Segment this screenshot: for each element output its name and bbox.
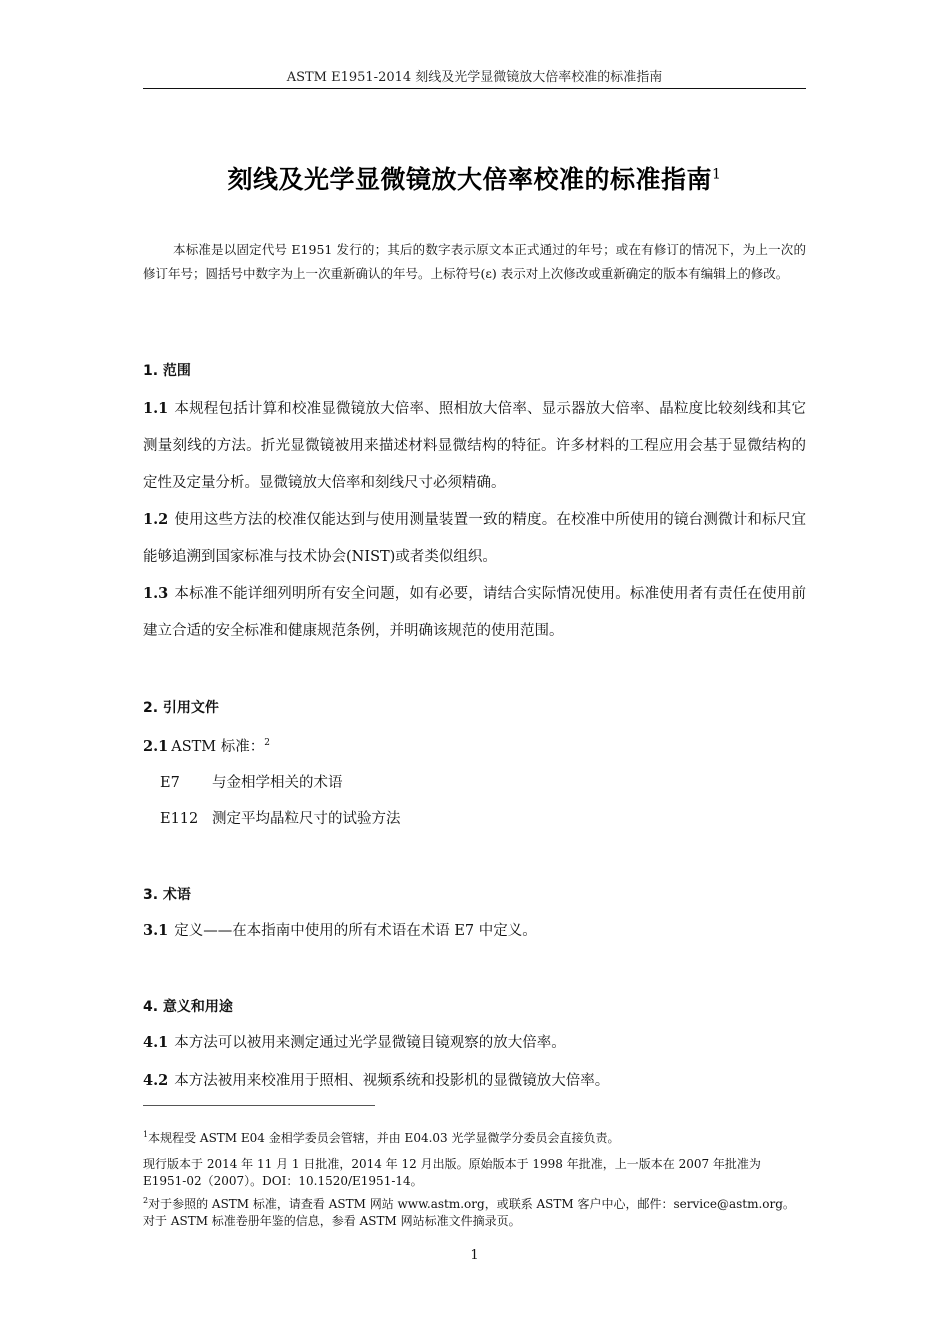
paragraph-number: 1.2	[143, 511, 169, 528]
page-number: 1	[470, 1248, 479, 1263]
paragraph-4-2	[143, 1062, 806, 1100]
running-header: ASTM E1951-2014 刻线及光学显微镜放大倍率校准的标准指南	[286, 70, 663, 85]
footnote-text: 对于参照的 ASTM 标准，请查看 ASTM 网站 www.astm.org，或联系 ASTM 客户中心，邮件：service@astm.org。对于 ASTM 标准卷册年鉴的信息，参看 ASTM 网站标准文件摘录页。	[143, 1197, 795, 1228]
paragraph-number: 4.2	[143, 1072, 169, 1089]
paragraph-2-1	[143, 725, 806, 766]
paragraph-text: 本方法被用来校准用于照相、视频系统和投影机的显微镜放大倍率。	[174, 1073, 610, 1089]
document-title	[143, 160, 806, 196]
footnote-rule	[143, 1105, 375, 1106]
footnote-1	[143, 1126, 806, 1147]
header-rule	[143, 88, 806, 89]
paragraph-1-3	[143, 575, 806, 650]
paragraph-4-1	[143, 1024, 806, 1062]
reference-title: 测定平均晶粒尺寸的试验方法	[212, 811, 401, 827]
section-heading-significance-and-use: 4. 意义和用途	[143, 999, 233, 1015]
paragraph-number: 1.1	[143, 400, 169, 417]
reference-code: E7	[160, 775, 180, 791]
title-text: 刻线及光学显微镜放大倍率校准的标准指南	[227, 165, 713, 194]
intro-paragraph: 本标准是以固定代号 E1951 发行的；其后的数字表示原文本正式通过的年号；或在有修订的情况下，为上一次的修订年号；圆括号中数字为上一次重新确认的年号。上标符号(ε) 表示对上次修改或重新确定的版本有编辑上的修改。	[143, 242, 806, 281]
paragraph-1-2	[143, 501, 806, 576]
footnote-mark: 2	[143, 1196, 149, 1205]
paragraph-text: ASTM 标准：	[171, 738, 265, 755]
paragraph-text: 定义——在本指南中使用的所有术语在术语 E7 中定义。	[174, 923, 537, 939]
footnote-2	[143, 1192, 806, 1230]
paragraph-number: 2.1	[143, 737, 169, 755]
paragraph-text: 使用这些方法的校准仅能达到与使用测量装置一致的精度。在校准中所使用的镜台测微计和标尺宜能够追溯到国家标准与技术协会(NIST)或者类似组织。	[143, 512, 806, 565]
paragraph-text: 本标准不能详细列明所有安全问题，如有必要，请结合实际情况使用。标准使用者有责任在使用前建立合适的安全标准和健康规范条例，并明确该规范的使用范围。	[143, 586, 806, 639]
reference-item-e7	[160, 771, 343, 792]
title-footnote-mark: 1	[712, 166, 722, 183]
section-heading-scope: 1. 范围	[143, 363, 191, 379]
reference-item-e112	[160, 807, 401, 828]
paragraph-number: 4.1	[143, 1034, 169, 1051]
reference-title: 与金相学相关的术语	[212, 775, 343, 791]
paragraph-3-1	[143, 912, 806, 950]
footnote-mark: 1	[143, 1130, 149, 1139]
footnote-mark: 2	[264, 738, 271, 748]
footnote-1-continued: 现行版本于 2014 年 11 月 1 日批准，2014 年 12 月出版。原始版本于 1998 年批准，上一版本在 2007 年批准为 E1951-02（2007）。DOI：10.1520/E1951-14。	[143, 1157, 761, 1188]
section-heading-terminology: 3. 术语	[143, 887, 191, 903]
paragraph-text: 本规程包括计算和校准显微镜放大倍率、照相放大倍率、显示器放大倍率、晶粒度比较刻线和其它测量刻线的方法。折光显微镜被用来描述材料显微结构的特征。许多材料的工程应用会基于显微结构的定性及定量分析。显微镜放大倍率和刻线尺寸必须精确。	[143, 401, 806, 491]
paragraph-text: 本方法可以被用来测定通过光学显微镜目镜观察的放大倍率。	[174, 1035, 566, 1051]
paragraph-number: 1.3	[143, 585, 169, 602]
paragraph-number: 3.1	[143, 922, 169, 939]
section-heading-referenced-documents: 2. 引用文件	[143, 700, 219, 716]
footnote-text: 本规程受 ASTM E04 金相学委员会管辖，并由 E04.03 光学显微学分委员会直接负责。	[148, 1131, 620, 1145]
paragraph-1-1	[143, 390, 806, 502]
reference-code: E112	[160, 811, 199, 827]
